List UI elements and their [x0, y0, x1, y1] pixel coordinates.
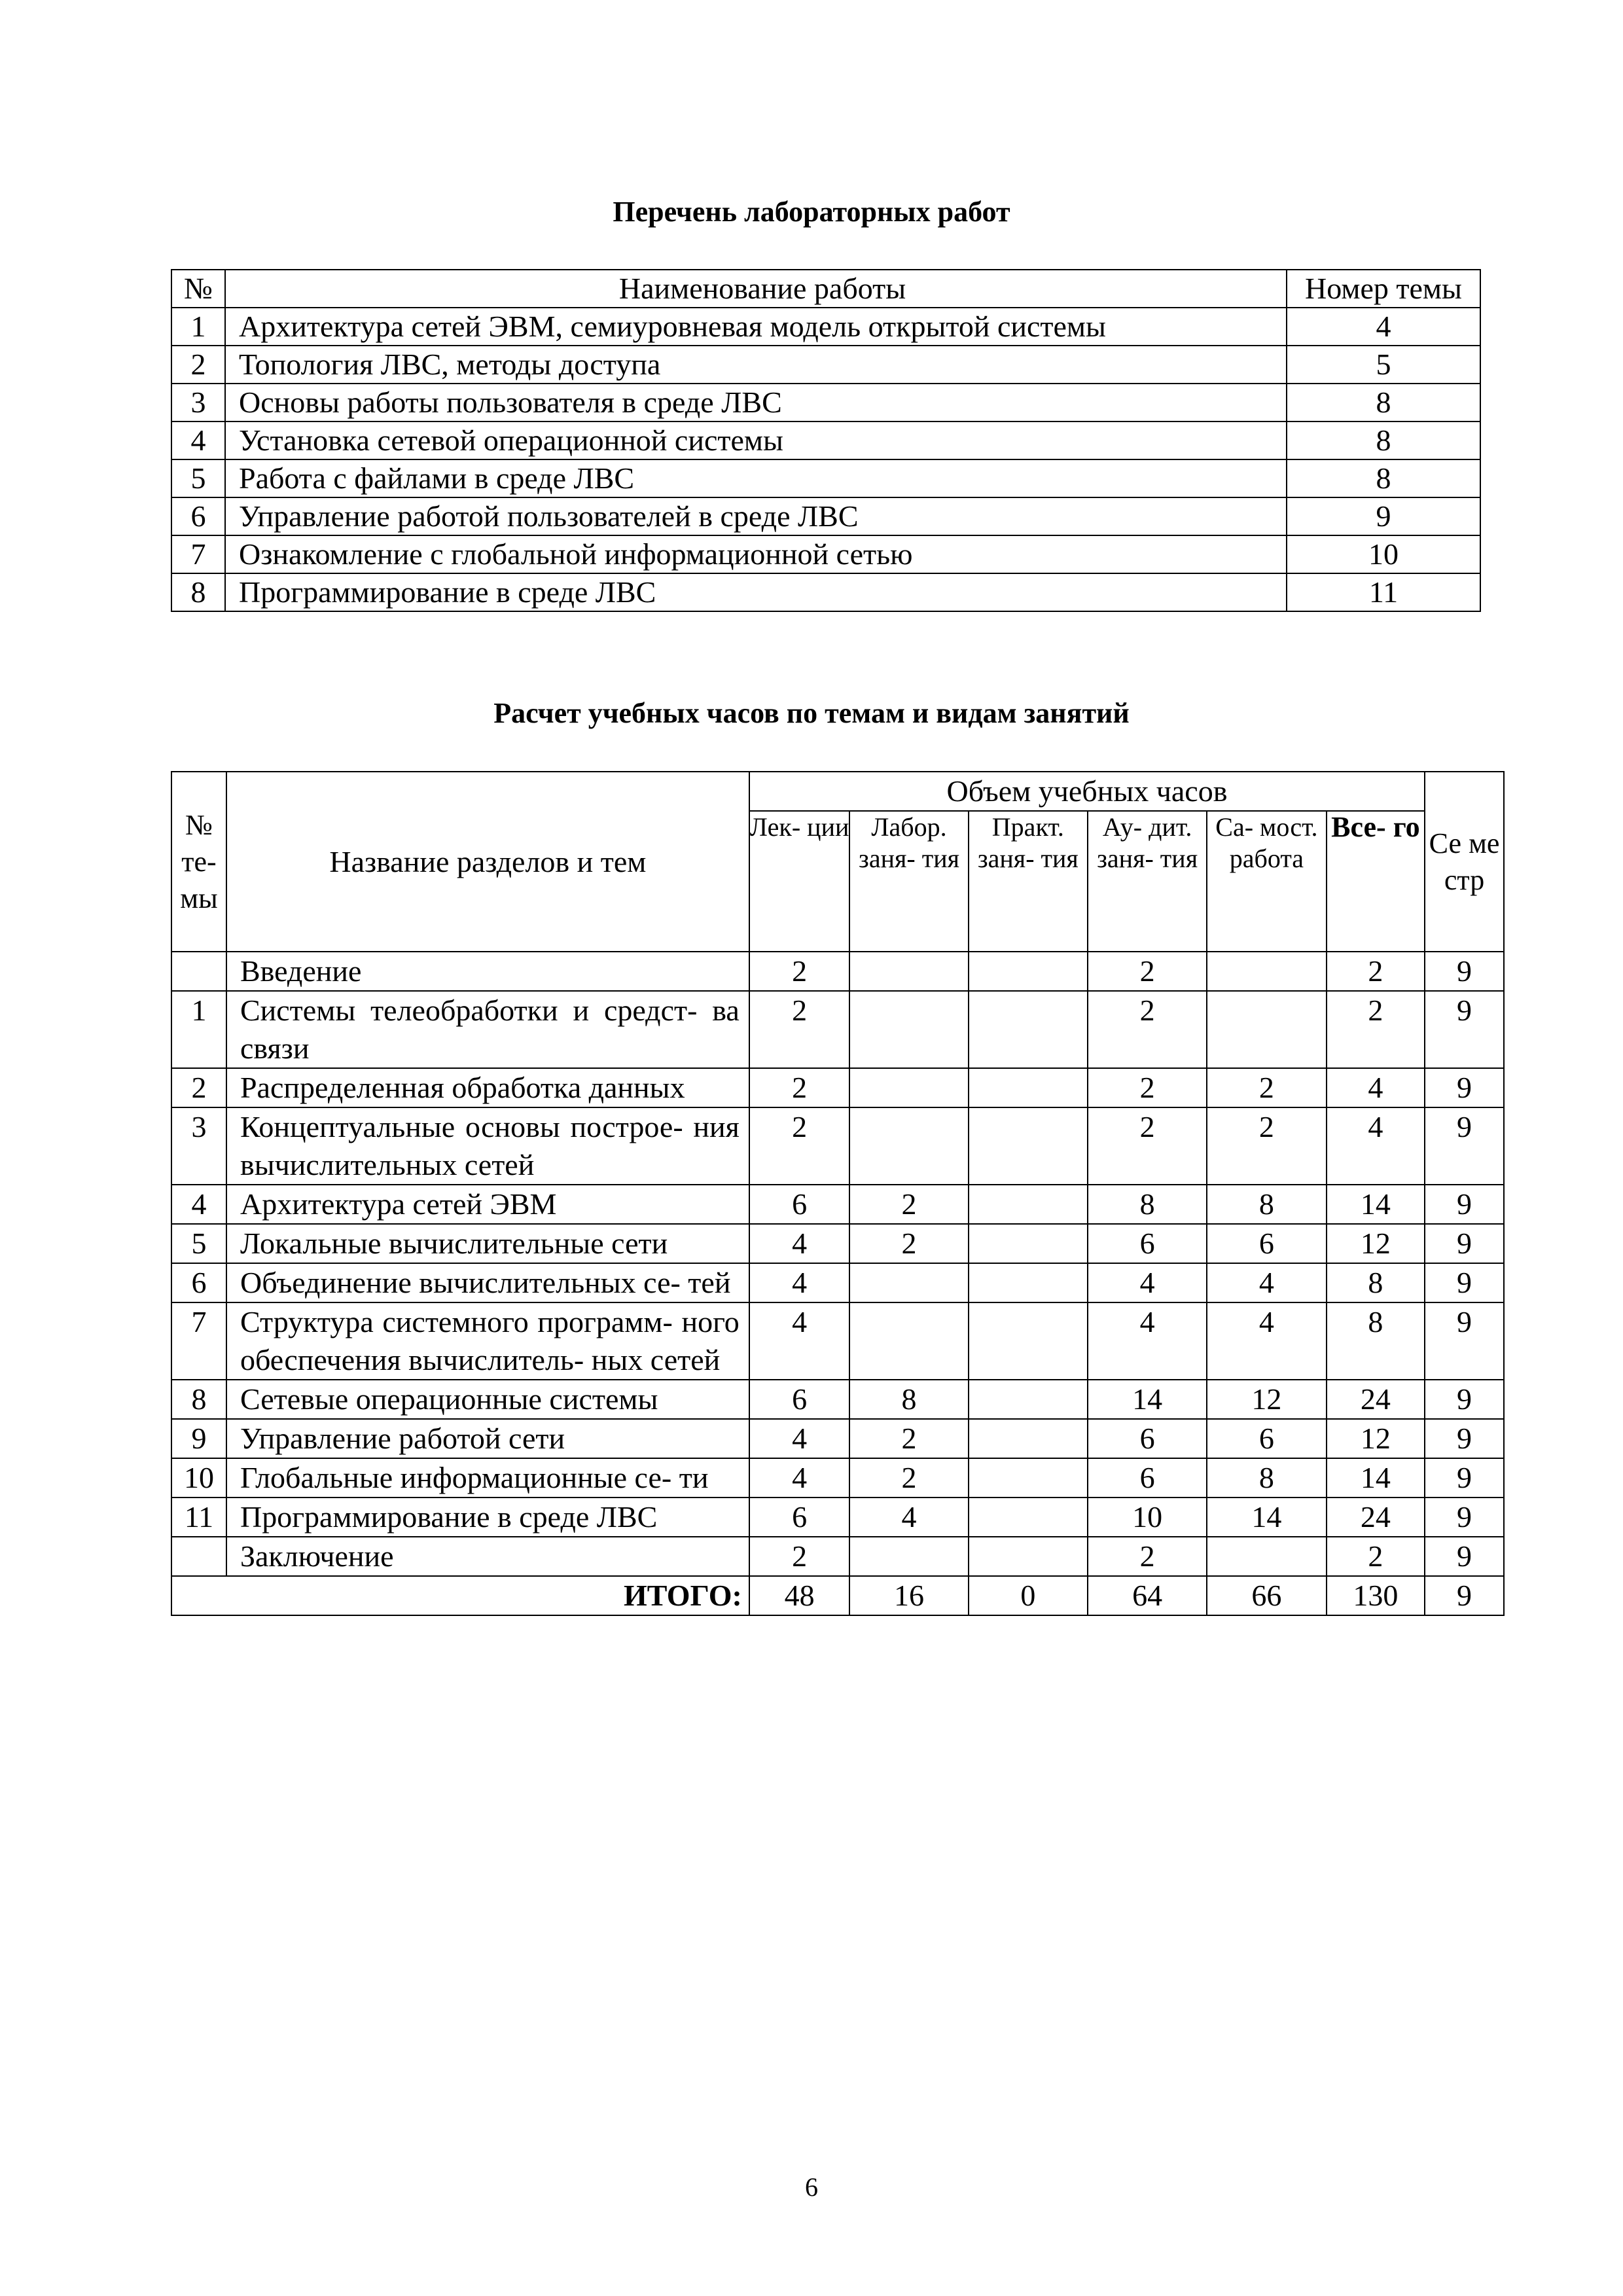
cell-lectures: 2	[749, 952, 850, 991]
topic-num	[171, 952, 226, 991]
cell-labs	[849, 1537, 968, 1576]
lab-name: Топология ЛВС, методы доступа	[225, 346, 1287, 384]
totals-self: 66	[1207, 1576, 1326, 1615]
header-auditorium: Ау- дит. заня- тия	[1088, 811, 1207, 952]
totals-semester: 9	[1425, 1576, 1504, 1615]
cell-self: 12	[1207, 1380, 1326, 1419]
lab-name: Программирование в среде ЛВС	[225, 573, 1287, 611]
cell-labs	[849, 1107, 968, 1185]
topic-num: 5	[171, 1224, 226, 1263]
cell-total: 2	[1327, 991, 1425, 1068]
cell-self: 2	[1207, 1107, 1326, 1185]
cell-lectures: 4	[749, 1263, 850, 1302]
hours-section-title: Расчет учебных часов по темам и видам занятий	[493, 697, 1130, 729]
cell-lectures: 4	[749, 1302, 850, 1380]
table-row	[171, 1380, 1504, 1419]
cell-total: 8	[1327, 1302, 1425, 1380]
table-row	[171, 1302, 1504, 1380]
topic-name: Управление работой сети	[226, 1419, 749, 1458]
hours-table	[171, 771, 1505, 1616]
table-row	[171, 1224, 1504, 1263]
topic-name: Объединение вычислительных се- тей	[226, 1263, 749, 1302]
labs-section-title: Перечень лабораторных работ	[613, 196, 1010, 228]
topic-name: Глобальные информационные се- ти	[226, 1458, 749, 1498]
topic-name: Заключение	[226, 1537, 749, 1576]
cell-labs	[849, 1068, 968, 1107]
cell-practice	[969, 1458, 1088, 1498]
cell-lectures: 6	[749, 1185, 850, 1224]
header-semester: Се ме стр	[1425, 772, 1504, 952]
cell-self: 4	[1207, 1302, 1326, 1380]
lab-num: 1	[171, 308, 225, 346]
lab-topic: 4	[1287, 308, 1480, 346]
topic-name: Системы телеобработки и средст- ва связи	[226, 991, 749, 1068]
table-row	[171, 1458, 1504, 1498]
topic-num: 11	[171, 1498, 226, 1537]
lab-name: Ознакомление с глобальной информационной сетью	[225, 535, 1287, 573]
header-section-name: Название разделов и тем	[226, 772, 749, 952]
cell-practice	[969, 1302, 1088, 1380]
page-number: 6	[805, 2172, 818, 2202]
table-row	[171, 991, 1504, 1068]
cell-total: 14	[1327, 1185, 1425, 1224]
cell-semester: 9	[1425, 991, 1504, 1068]
lab-num: 3	[171, 384, 225, 422]
cell-semester: 9	[1425, 1380, 1504, 1419]
cell-labs	[849, 1302, 968, 1380]
cell-auditorium: 2	[1088, 952, 1207, 991]
cell-total: 14	[1327, 1458, 1425, 1498]
topic-name: Структура системного программ- ного обеспечения вычислитель- ных сетей	[226, 1302, 749, 1380]
lab-topic: 9	[1287, 497, 1480, 535]
labs-table	[171, 269, 1481, 612]
cell-practice	[969, 1263, 1088, 1302]
cell-semester: 9	[1425, 1107, 1504, 1185]
topic-name: Сетевые операционные системы	[226, 1380, 749, 1419]
cell-total: 2	[1327, 1537, 1425, 1576]
cell-lectures: 2	[749, 1537, 850, 1576]
cell-lectures: 6	[749, 1498, 850, 1537]
cell-labs	[849, 1263, 968, 1302]
cell-labs: 2	[849, 1224, 968, 1263]
totals-row	[171, 1576, 1504, 1615]
cell-total: 12	[1327, 1419, 1425, 1458]
cell-semester: 9	[1425, 1185, 1504, 1224]
cell-semester: 9	[1425, 1263, 1504, 1302]
cell-self: 4	[1207, 1263, 1326, 1302]
topic-num: 9	[171, 1419, 226, 1458]
table-row	[171, 535, 1480, 573]
table-row	[171, 422, 1480, 459]
cell-practice	[969, 1185, 1088, 1224]
table-row	[171, 384, 1480, 422]
table-row	[171, 952, 1504, 991]
cell-auditorium: 10	[1088, 1498, 1207, 1537]
header-volume: Объем учебных часов	[749, 772, 1425, 811]
lab-num: 5	[171, 459, 225, 497]
lab-num: 2	[171, 346, 225, 384]
table-row	[171, 1068, 1504, 1107]
lab-topic: 10	[1287, 535, 1480, 573]
topic-num: 6	[171, 1263, 226, 1302]
cell-lectures: 4	[749, 1419, 850, 1458]
totals-auditorium: 64	[1088, 1576, 1207, 1615]
topic-num: 4	[171, 1185, 226, 1224]
cell-auditorium: 6	[1088, 1419, 1207, 1458]
table-row	[171, 1498, 1504, 1537]
cell-semester: 9	[1425, 1224, 1504, 1263]
cell-auditorium: 2	[1088, 1107, 1207, 1185]
cell-auditorium: 8	[1088, 1185, 1207, 1224]
totals-labs: 16	[849, 1576, 968, 1615]
lab-num: 4	[171, 422, 225, 459]
table-row	[171, 1185, 1504, 1224]
cell-lectures: 2	[749, 1068, 850, 1107]
cell-practice	[969, 1224, 1088, 1263]
totals-lectures: 48	[749, 1576, 850, 1615]
cell-total: 8	[1327, 1263, 1425, 1302]
topic-name: Локальные вычислительные сети	[226, 1224, 749, 1263]
table-row	[171, 346, 1480, 384]
cell-total: 4	[1327, 1107, 1425, 1185]
cell-lectures: 4	[749, 1458, 850, 1498]
cell-lectures: 4	[749, 1224, 850, 1263]
cell-labs: 4	[849, 1498, 968, 1537]
cell-total: 4	[1327, 1068, 1425, 1107]
cell-auditorium: 4	[1088, 1263, 1207, 1302]
header-topic-num: № те- мы	[171, 772, 226, 952]
lab-name: Работа с файлами в среде ЛВС	[225, 459, 1287, 497]
topic-name: Программирование в среде ЛВС	[226, 1498, 749, 1537]
lab-name: Установка сетевой операционной системы	[225, 422, 1287, 459]
lab-num: 6	[171, 497, 225, 535]
cell-semester: 9	[1425, 1458, 1504, 1498]
topic-num: 10	[171, 1458, 226, 1498]
table-row	[171, 459, 1480, 497]
cell-labs: 2	[849, 1458, 968, 1498]
lab-topic: 8	[1287, 459, 1480, 497]
topic-num: 7	[171, 1302, 226, 1380]
cell-labs	[849, 952, 968, 991]
cell-practice	[969, 991, 1088, 1068]
lab-topic: 8	[1287, 422, 1480, 459]
cell-auditorium: 6	[1088, 1224, 1207, 1263]
topic-num: 2	[171, 1068, 226, 1107]
cell-semester: 9	[1425, 1537, 1504, 1576]
cell-labs	[849, 991, 968, 1068]
hours-header-row-1	[171, 772, 1504, 811]
cell-auditorium: 4	[1088, 1302, 1207, 1380]
header-name: Наименование работы	[225, 270, 1287, 308]
topic-num: 8	[171, 1380, 226, 1419]
header-lectures: Лек- ции	[749, 811, 850, 952]
cell-self	[1207, 952, 1326, 991]
cell-total: 2	[1327, 952, 1425, 991]
cell-practice	[969, 1107, 1088, 1185]
lab-name: Архитектура сетей ЭВМ, семиуровневая модель открытой системы	[225, 308, 1287, 346]
cell-auditorium: 2	[1088, 1537, 1207, 1576]
table-row	[171, 1107, 1504, 1185]
cell-auditorium: 14	[1088, 1380, 1207, 1419]
cell-total: 24	[1327, 1498, 1425, 1537]
totals-practice: 0	[969, 1576, 1088, 1615]
cell-self: 14	[1207, 1498, 1326, 1537]
topic-name: Распределенная обработка данных	[226, 1068, 749, 1107]
cell-auditorium: 2	[1088, 991, 1207, 1068]
cell-semester: 9	[1425, 1498, 1504, 1537]
totals-total: 130	[1327, 1576, 1425, 1615]
cell-semester: 9	[1425, 1302, 1504, 1380]
topic-name: Архитектура сетей ЭВМ	[226, 1185, 749, 1224]
labs-table-header	[171, 270, 1480, 308]
table-row	[171, 308, 1480, 346]
cell-practice	[969, 1498, 1088, 1537]
cell-labs: 2	[849, 1419, 968, 1458]
cell-semester: 9	[1425, 952, 1504, 991]
cell-auditorium: 2	[1088, 1068, 1207, 1107]
topic-name: Концептуальные основы построе- ния вычислительных сетей	[226, 1107, 749, 1185]
totals-label: ИТОГО:	[171, 1576, 749, 1615]
table-row	[171, 1263, 1504, 1302]
lab-num: 8	[171, 573, 225, 611]
cell-lectures: 2	[749, 991, 850, 1068]
cell-practice	[969, 1068, 1088, 1107]
cell-self	[1207, 1537, 1326, 1576]
cell-lectures: 2	[749, 1107, 850, 1185]
topic-num: 1	[171, 991, 226, 1068]
topic-num: 3	[171, 1107, 226, 1185]
cell-labs: 2	[849, 1185, 968, 1224]
lab-name: Управление работой пользователей в среде ЛВС	[225, 497, 1287, 535]
lab-topic: 11	[1287, 573, 1480, 611]
header-total: Все- го	[1327, 811, 1425, 952]
topic-num	[171, 1537, 226, 1576]
header-labs: Лабор. заня- тия	[849, 811, 968, 952]
table-row	[171, 1537, 1504, 1576]
cell-self: 6	[1207, 1224, 1326, 1263]
header-practice: Практ. заня- тия	[969, 811, 1088, 952]
cell-semester: 9	[1425, 1068, 1504, 1107]
lab-name: Основы работы пользователя в среде ЛВС	[225, 384, 1287, 422]
header-self: Са- мост. работа	[1207, 811, 1326, 952]
cell-labs: 8	[849, 1380, 968, 1419]
cell-self: 8	[1207, 1185, 1326, 1224]
cell-total: 12	[1327, 1224, 1425, 1263]
cell-auditorium: 6	[1088, 1458, 1207, 1498]
cell-practice	[969, 1537, 1088, 1576]
cell-self: 6	[1207, 1419, 1326, 1458]
topic-name: Введение	[226, 952, 749, 991]
cell-practice	[969, 952, 1088, 991]
cell-self	[1207, 991, 1326, 1068]
table-row	[171, 573, 1480, 611]
header-num: №	[171, 270, 225, 308]
lab-num: 7	[171, 535, 225, 573]
table-row	[171, 497, 1480, 535]
cell-self: 2	[1207, 1068, 1326, 1107]
cell-semester: 9	[1425, 1419, 1504, 1458]
cell-practice	[969, 1419, 1088, 1458]
table-row	[171, 1419, 1504, 1458]
cell-practice	[969, 1380, 1088, 1419]
cell-total: 24	[1327, 1380, 1425, 1419]
cell-lectures: 6	[749, 1380, 850, 1419]
cell-self: 8	[1207, 1458, 1326, 1498]
lab-topic: 5	[1287, 346, 1480, 384]
lab-topic: 8	[1287, 384, 1480, 422]
header-topic: Номер темы	[1287, 270, 1480, 308]
